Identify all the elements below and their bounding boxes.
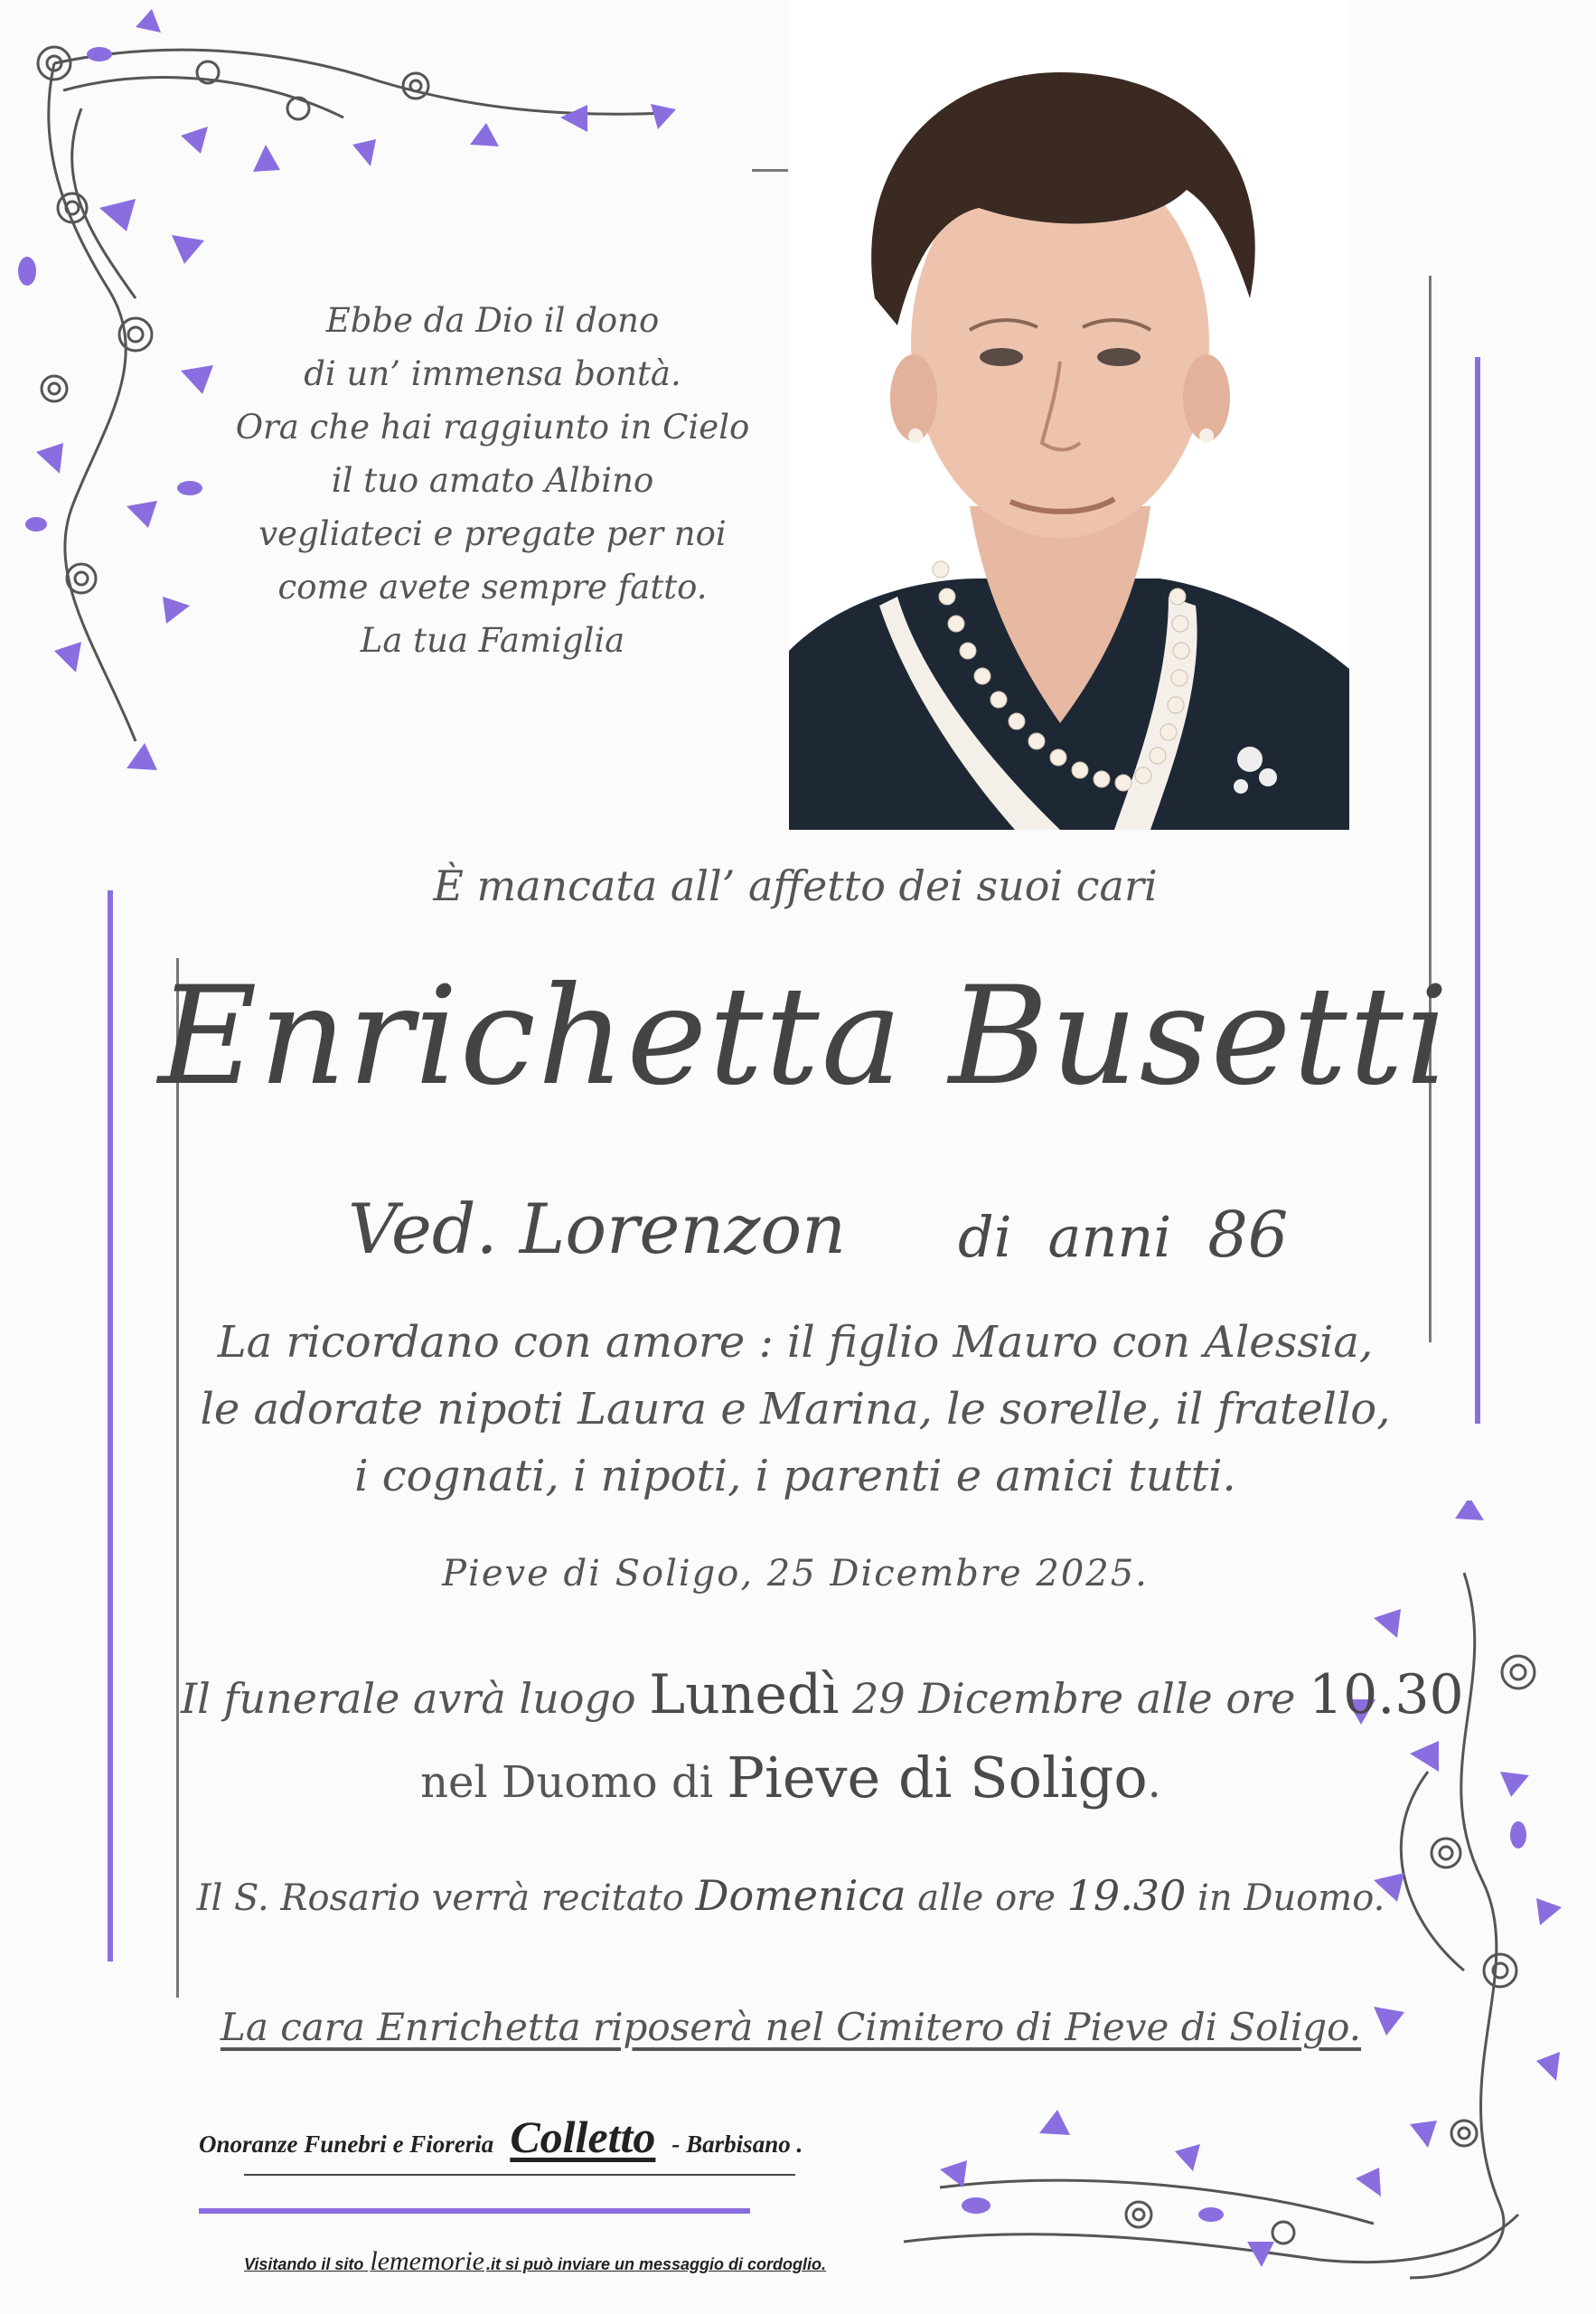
portrait-illustration: [789, 0, 1349, 830]
verse-line: Ebbe da Dio il dono: [325, 301, 660, 340]
age-prefix-di: di: [958, 1204, 1012, 1270]
age-prefix-anni: anni: [1047, 1204, 1172, 1270]
photo-side-dash: [752, 169, 788, 172]
agency-underline: [244, 2174, 795, 2176]
funeral-line-1: [181, 1663, 1464, 1726]
funeral-line-2: [181, 1745, 1401, 1811]
left-purple-rule: [108, 890, 113, 1961]
rosary-line: [181, 1871, 1401, 1920]
verse-line: come avete sempre fatto.: [277, 568, 708, 607]
bottom-left-purple-rule: [199, 2208, 750, 2214]
funeral-text: Il funerale avrà luogo: [181, 1674, 650, 1723]
mourners-list: [181, 1309, 1410, 1510]
agency-suffix: - Barbisano .: [671, 2131, 803, 2158]
announcement-intro: È mancata all’ affetto dei suoi cari: [433, 861, 1158, 910]
funeral-text: 29 Dicembre alle ore: [839, 1674, 1309, 1723]
right-purple-rule: [1475, 357, 1480, 1424]
footer-prefix: Visitando il sito: [244, 2255, 369, 2273]
mourners-line: i cognati, i nipoti, i parenti e amici tutti.: [354, 1451, 1236, 1501]
footer-site-link[interactable]: lememorie: [370, 2246, 484, 2276]
rosary-time: 19.30: [1066, 1871, 1187, 1920]
verse-line: vegliateci e pregate per noi: [258, 514, 727, 553]
rosary-text: alle ore: [906, 1877, 1067, 1919]
agency-brand: Colletto: [510, 2112, 656, 2162]
agency-prefix: Onoranze Funebri e Fioreria: [199, 2131, 494, 2158]
condolence-footer: [244, 2246, 1057, 2277]
rosary-day: Domenica: [695, 1871, 906, 1920]
right-grey-rule: [1429, 276, 1432, 1342]
funeral-day: Lunedì: [649, 1663, 840, 1726]
funeral-agency: [199, 2111, 1012, 2163]
age-value: 86: [1207, 1198, 1289, 1272]
burial-note: La cara Enrichetta riposerà nel Cimitero di Pieve di Soligo.: [220, 2005, 1362, 2049]
verse-line: Ora che hai raggiunto in Cielo: [235, 408, 750, 447]
rosary-text: Il S. Rosario verrà recitato: [196, 1877, 696, 1919]
place-and-date: Pieve di Soligo, 25 Dicembre 2025.: [442, 1553, 1149, 1594]
funeral-time: 10.30: [1308, 1663, 1464, 1726]
verse-line: il tuo amato Albino: [331, 461, 654, 500]
mourners-line: le adorate nipoti Laura e Marina, le sorelle, il fratello,: [200, 1384, 1391, 1434]
deceased-portrait: [789, 0, 1349, 830]
rosary-text: in Duomo.: [1186, 1877, 1385, 1919]
mourners-line: La ricordano con amore : il figlio Mauro con Alessia,: [217, 1317, 1374, 1368]
verse-line: di un’ immensa bontà.: [304, 354, 681, 393]
footer-suffix: .it si può inviare un messaggio di cordoglio.: [485, 2255, 827, 2273]
deceased-name: Enrichetta Busetti: [158, 958, 1450, 1115]
age-line: [958, 1198, 1288, 1272]
funeral-text: nel Duomo di: [420, 1757, 728, 1808]
verse-signature: La tua Famiglia: [360, 621, 625, 660]
funeral-place: Pieve di Soligo: [727, 1745, 1148, 1811]
memorial-verse: [190, 294, 795, 667]
funeral-text: .: [1147, 1757, 1161, 1808]
widow-of: Ved. Lorenzon: [348, 1189, 847, 1269]
